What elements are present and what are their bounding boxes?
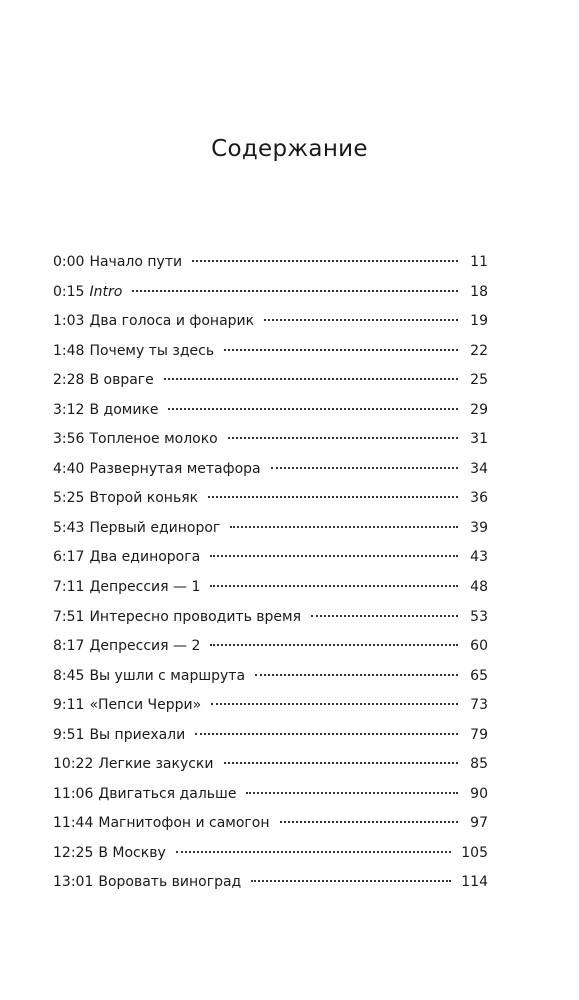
toc-entry-page-number: 18: [470, 283, 488, 300]
toc-entry-title: Депрессия — 1: [89, 579, 201, 596]
toc-entry-page-number: 36: [470, 490, 488, 507]
toc-entry-page-number: 11: [470, 254, 488, 270]
toc-entry: [53, 429, 488, 459]
toc-entry-time: 11:44: [53, 815, 94, 832]
toc-dot-leader: [246, 792, 458, 794]
toc-entry-time: 4:40: [53, 460, 85, 477]
toc-entry-time: 9:51: [53, 726, 85, 743]
toc-entry-time: 1:03: [53, 313, 85, 330]
toc-dot-leader: [230, 526, 458, 528]
toc-dot-leader: [264, 319, 458, 321]
toc-entry: [53, 843, 488, 873]
toc-entry-time: 12:25: [53, 844, 94, 861]
toc-entry: [53, 518, 488, 548]
toc-entry-title: Легкие закуски: [98, 756, 214, 773]
toc-entry-time: 1:48: [53, 342, 85, 359]
toc-entry-time: 7:51: [53, 608, 85, 625]
toc-entry-time: 13:01: [53, 874, 94, 891]
toc-dot-leader: [211, 703, 458, 705]
toc-entry: [53, 695, 488, 725]
toc-entry: [53, 341, 488, 371]
toc-dot-leader: [208, 496, 458, 498]
toc-entry-title: Два единорога: [89, 549, 201, 566]
toc-entry: [53, 547, 488, 577]
toc-entry-time: 0:15: [53, 283, 85, 300]
toc-dot-leader: [228, 437, 458, 439]
toc-entry-page-number: 53: [470, 608, 488, 625]
toc-entry: [53, 311, 488, 341]
page-title: Содержание: [211, 136, 368, 162]
toc-entry-time: 11:06: [53, 785, 94, 802]
toc-entry-page-number: 73: [470, 697, 488, 714]
toc-entry: [53, 488, 488, 518]
toc-entry-page-number: 22: [470, 342, 488, 359]
toc-entry: [53, 459, 488, 489]
toc-entry-page-number: 34: [470, 460, 488, 477]
toc-entry: [53, 577, 488, 607]
toc-entry-page-number: 90: [470, 785, 488, 802]
toc-entry-page-number: 60: [470, 638, 488, 655]
toc-entry: [53, 754, 488, 784]
toc-entry-title: Два голоса и фонарик: [89, 313, 255, 330]
toc-entry-time: 6:17: [53, 549, 85, 566]
toc-dot-leader: [280, 821, 458, 823]
toc-entry-page-number: 65: [470, 667, 488, 684]
toc-entry-title: Вы ушли с маршрута: [89, 667, 246, 684]
toc-dot-leader: [168, 408, 458, 410]
toc-entry-time: 7:11: [53, 579, 85, 596]
toc-entry-title: «Пепси Черри»: [89, 697, 202, 714]
toc-entry-page-number: 25: [470, 372, 488, 389]
toc-entry-page-number: 114: [461, 874, 488, 891]
toc-entry-time: 5:43: [53, 519, 85, 536]
toc-dot-leader: [271, 467, 458, 469]
toc-dot-leader: [176, 851, 452, 853]
toc-dot-leader: [210, 585, 458, 587]
toc-entry-page-number: 29: [470, 401, 488, 418]
toc-dot-leader: [132, 290, 458, 292]
toc-entry-title: Вы приехали: [89, 726, 186, 743]
toc-entry-time: 8:45: [53, 667, 85, 684]
toc-entry-title: Интересно проводить время: [89, 608, 302, 625]
toc-entry-page-number: 43: [470, 549, 488, 566]
toc-entry-time: 9:11: [53, 697, 85, 714]
toc-entry-title: Intro: [89, 283, 123, 300]
toc-dot-leader: [255, 674, 458, 676]
toc-entry-page-number: 39: [470, 519, 488, 536]
toc-entry-page-number: 105: [461, 844, 488, 861]
toc-entry-time: 3:12: [53, 401, 85, 418]
toc-entry: [53, 282, 488, 312]
toc-entry: [53, 636, 488, 666]
toc-dot-leader: [224, 762, 459, 764]
toc-entry-title: Двигаться дальше: [98, 785, 237, 802]
toc-entry-time: 3:56: [53, 431, 85, 448]
toc-dot-leader: [164, 378, 458, 380]
toc-entry-title: Развернутая метафора: [89, 460, 261, 477]
toc-dot-leader: [210, 555, 458, 557]
toc-dot-leader: [192, 260, 458, 262]
toc-dot-leader: [210, 644, 458, 646]
toc-entry: [53, 607, 488, 637]
toc-entry-page-number: 19: [470, 313, 488, 330]
toc-entry-title: Первый единорог: [89, 519, 221, 536]
toc-entry-title: Начало пути: [89, 254, 183, 270]
toc-entry-title: Воровать виноград: [98, 874, 242, 891]
toc-entry-time: 0:00: [53, 254, 85, 270]
toc-entry: [53, 252, 488, 282]
toc-entry: [53, 400, 488, 430]
toc-entry-title: Топленое молоко: [89, 431, 218, 448]
toc-dot-leader: [224, 349, 458, 351]
toc-dot-leader: [311, 615, 458, 617]
toc-entry-page-number: 79: [470, 726, 488, 743]
toc-entry-time: 10:22: [53, 756, 94, 773]
toc-entry-title: Почему ты здесь: [89, 342, 215, 359]
toc-entry: [53, 872, 488, 902]
toc-entry-time: 2:28: [53, 372, 85, 389]
toc-entry: [53, 370, 488, 400]
toc-entry: [53, 666, 488, 696]
toc-entry-title: В овраге: [89, 372, 154, 389]
toc-entry-page-number: 97: [470, 815, 488, 832]
toc-entry-page-number: 48: [470, 579, 488, 596]
toc-entry: [53, 813, 488, 843]
toc-entry-title: В Москву: [98, 844, 166, 861]
toc-dot-leader: [251, 880, 451, 882]
toc-entry-time: 8:17: [53, 638, 85, 655]
toc-entry: [53, 725, 488, 755]
toc-entry-page-number: 85: [470, 756, 488, 773]
toc-entry-title: В домике: [89, 401, 159, 418]
toc-dot-leader: [195, 733, 458, 735]
toc-entry: [53, 784, 488, 814]
toc-entry-title: Депрессия — 2: [89, 638, 201, 655]
table-of-contents: [53, 252, 488, 902]
toc-entry-title: Магнитофон и самогон: [98, 815, 270, 832]
toc-entry-page-number: 31: [470, 431, 488, 448]
toc-entry-time: 5:25: [53, 490, 85, 507]
toc-entry-title: Второй коньяк: [89, 490, 199, 507]
